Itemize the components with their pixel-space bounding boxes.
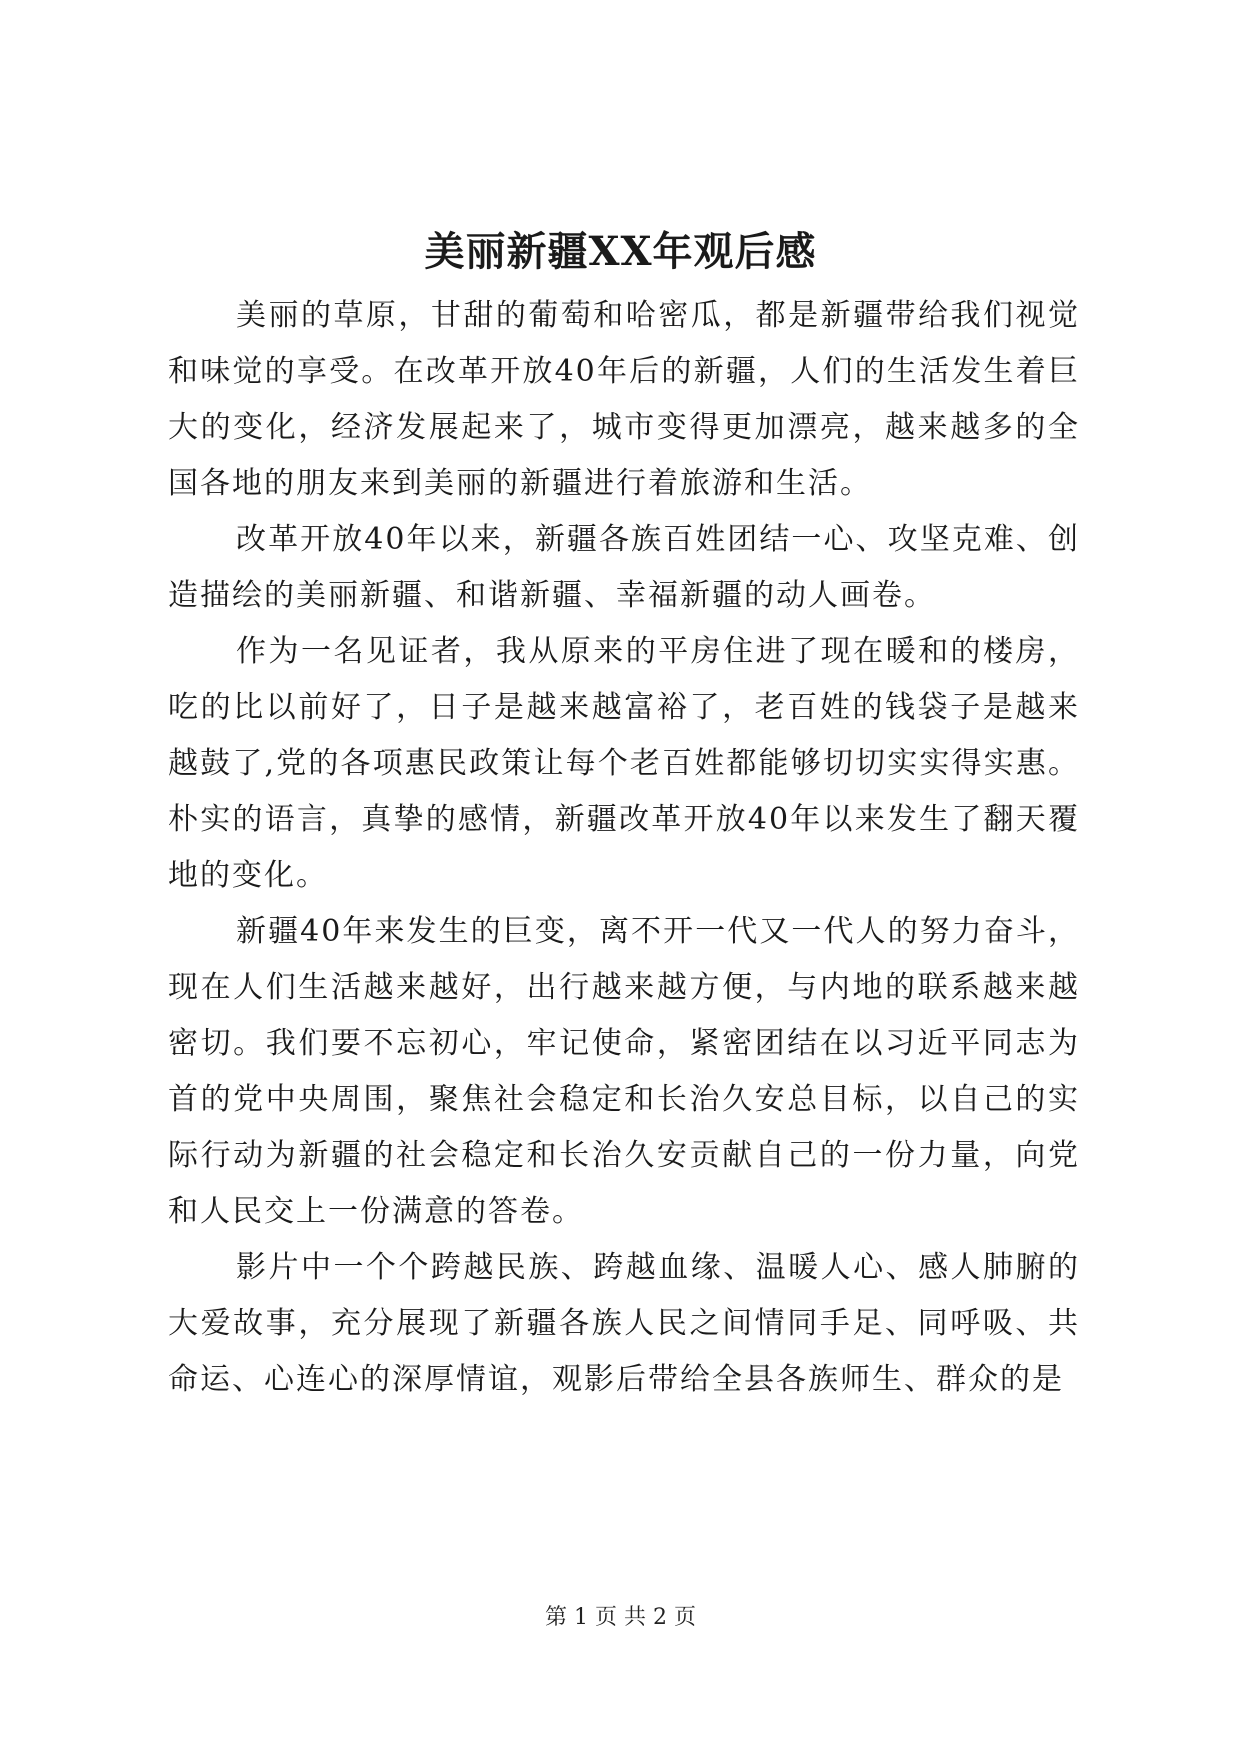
paragraph-3: 作为一名见证者，我从原来的平房住进了现在暖和的楼房，吃的比以前好了，日子是越来越富裕了，老百姓的钱袋子是越来越鼓了,党的各项惠民政策让每个老百姓都能够切切实实得实惠。朴实的语言，真挚的感情，新疆改革开放40年以来发生了翻天覆地的变化。 xyxy=(168,634,1080,893)
document-title: 美丽新疆XX年观后感 xyxy=(424,228,817,275)
paragraph-4: 新疆40年来发生的巨变，离不开一代又一代人的努力奋斗，现在人们生活越来越好，出行越来越方便，与内地的联系越来越密切。我们要不忘初心，牢记使命，紧密团结在以习近平同志为首的党中央周围，聚焦社会稳定和长治久安总目标，以自己的实际行动为新疆的社会稳定和长治久安贡献自己的一份力量，向党和人民交上一份满意的答卷。 xyxy=(168,914,1080,1229)
paragraph-5: 影片中一个个跨越民族、跨越血缘、温暖人心、感人肺腑的大爱故事，充分展现了新疆各族人民之间情同手足、同呼吸、共命运、心连心的深厚情谊，观影后带给全县各族师生、群众的是 xyxy=(168,1250,1080,1397)
paragraph-2: 改革开放40年以来，新疆各族百姓团结一心、攻坚克难、创造描绘的美丽新疆、和谐新疆、幸福新疆的动人画卷。 xyxy=(168,522,1080,613)
paragraph-1: 美丽的草原，甘甜的葡萄和哈密瓜，都是新疆带给我们视觉和味觉的享受。在改革开放40年后的新疆，人们的生活发生着巨大的变化，经济发展起来了，城市变得更加漂亮，越来越多的全国各地的朋友来到美丽的新疆进行着旅游和生活。 xyxy=(168,298,1080,501)
document-body xyxy=(168,288,1080,1408)
page-number-footer: 第 1 页 共 2 页 xyxy=(545,1605,696,1630)
